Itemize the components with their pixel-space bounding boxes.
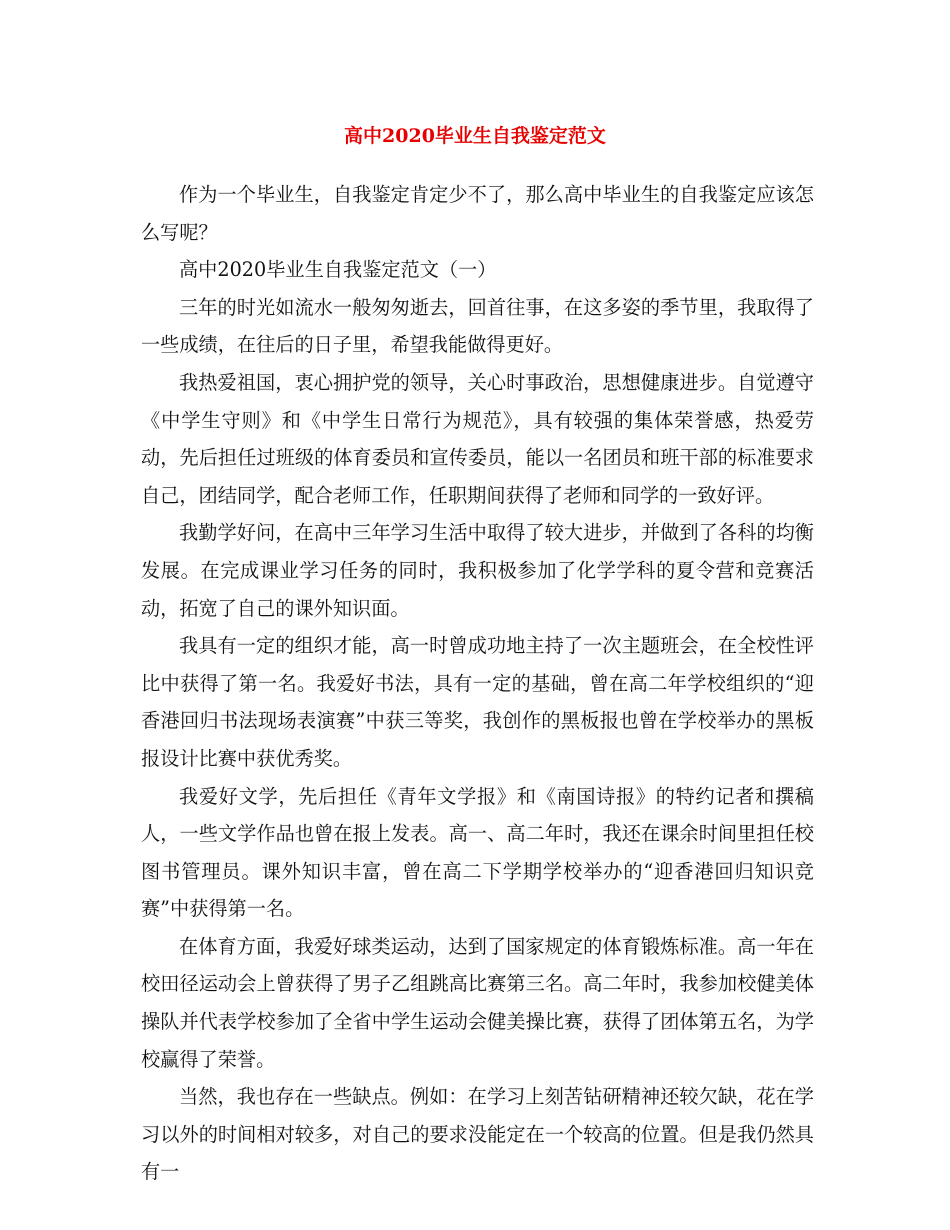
paragraph-7: 当然，我也存在一些缺点。例如：在学习上刻苦钻研精神还较欠缺，花在学习以外的时间相对较多，对自己的要求没能定在一个较高的位置。但是我仍然具有一: [141, 1085, 814, 1184]
document-body: [141, 176, 814, 1191]
paragraph-1: 三年的时光如流水一般匆匆逝去，回首往事，在这多姿的季节里，我取得了一些成绩，在往后的日子里，希望我能做得更好。: [141, 295, 814, 357]
paragraph-6: 在体育方面，我爱好球类运动，达到了国家规定的体育锻炼标准。高一年在校田径运动会上曾获得了男子乙组跳高比赛第三名。高二年时，我参加校健美体操队并代表学校参加了全省中学生运动会健美操比赛，获得了团体第五名，为学校赢得了荣誉。: [141, 934, 814, 1071]
document-title: 高中2020毕业生自我鉴定范文: [344, 125, 606, 147]
paragraph-intro: 作为一个毕业生，自我鉴定肯定少不了，那么高中毕业生的自我鉴定应该怎么写呢？: [141, 183, 814, 244]
paragraph-5: 我爱好文学，先后担任《青年文学报》和《南国诗报》的特约记者和撰稿人，一些文学作品也曾在报上发表。高一、高二年时，我还在课余时间里担任校图书管理员。课外知识丰富，曾在高二下学期学校举办的“迎香港回归知识竞赛”中获得第一名。: [141, 784, 814, 921]
paragraph-section-heading: 高中2020毕业生自我鉴定范文（一）: [179, 258, 497, 282]
paragraph-2: 我热爱祖国，衷心拥护党的领导，关心时事政治，思想健康进步。自觉遵守《中学生守则》和《中学生日常行为规范》，具有较强的集体荣誉感，热爱劳动，先后担任过班级的体育委员和宣传委员，能以一名团员和班干部的标准要求自己，团结同学，配合老师工作，任职期间获得了老师和同学的一致好评。: [141, 370, 814, 507]
paragraph-4: 我具有一定的组织才能，高一时曾成功地主持了一次主题班会，在全校性评比中获得了第一名。我爱好书法，具有一定的基础，曾在高二年学校组织的“迎香港回归书法现场表演赛”中获三等奖，我创作的黑板报也曾在学校举办的黑板报设计比赛中获优秀奖。: [141, 634, 814, 770]
paragraph-3: 我勤学好问，在高中三年学习生活中取得了较大进步，并做到了各科的均衡发展。在完成课业学习任务的同时，我积极参加了化学学科的夏令营和竞赛活动，拓宽了自己的课外知识面。: [141, 521, 814, 620]
